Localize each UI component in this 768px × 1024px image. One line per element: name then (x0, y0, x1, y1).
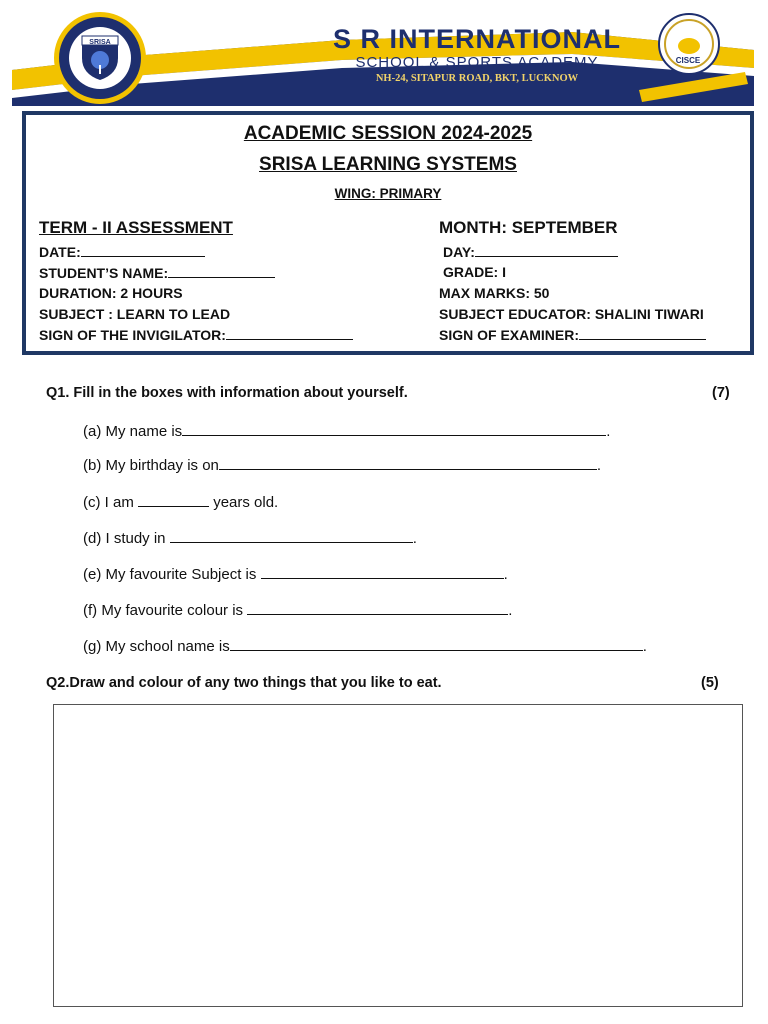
q1-marks: (7) (712, 385, 730, 401)
q1-item-e-label: (e) My favourite Subject is (83, 566, 257, 583)
q1-item-a-end: . (606, 423, 611, 440)
q1-item-c-end: years old. (213, 494, 279, 511)
educator-label: SUBJECT EDUCATOR: SHALINI TIWARI (439, 306, 704, 322)
q1-item-g-label: (g) My school name is (83, 638, 230, 655)
q1-item-d-blank[interactable] (170, 529, 413, 543)
school-banner (12, 10, 754, 106)
logo-left-text: SRISA (89, 39, 111, 46)
q1-item-c-blank[interactable] (138, 493, 209, 507)
q1-item-d-end: . (412, 530, 417, 547)
q1-item-a (83, 422, 610, 440)
month-label: MONTH: SEPTEMBER (439, 218, 618, 237)
student-name-field (39, 264, 275, 281)
exam-header-box (22, 111, 754, 355)
date-field (39, 243, 205, 260)
day-label: DAY: (443, 244, 475, 260)
q1-item-a-blank[interactable] (182, 422, 606, 436)
term-label: TERM - II ASSESSMENT (39, 218, 233, 237)
q2-marks: (5) (701, 675, 719, 691)
q1-item-g-end: . (642, 638, 647, 655)
q1-item-e-blank[interactable] (261, 565, 504, 579)
q1-title: Q1. Fill in the boxes with information about yourself. (46, 385, 408, 401)
examiner-sign-label: SIGN OF EXAMINER: (439, 327, 580, 343)
cisce-logo-label: CISCE (675, 56, 701, 65)
q1-item-g-blank[interactable] (230, 637, 643, 651)
q1-item-b-end: . (596, 457, 602, 474)
drawing-area[interactable] (53, 704, 743, 1007)
q1-item-e-end: . (503, 566, 508, 583)
q1-item-f-end: . (508, 602, 513, 619)
duration-label: DURATION: 2 HOURS (39, 285, 183, 301)
school-name: S R INTERNATIONAL (333, 24, 621, 54)
q1-item-d (83, 529, 417, 547)
student-name-label: STUDENT’S NAME: (39, 265, 169, 281)
q1-item-a-label: (a) My name is (83, 423, 183, 440)
student-name-blank[interactable] (168, 264, 275, 278)
q1-item-f-blank[interactable] (247, 601, 508, 615)
invigilator-sign-label: SIGN OF THE INVIGILATOR: (39, 327, 226, 343)
school-subtitle: SCHOOL & SPORTS ACADEMY (355, 54, 599, 71)
academic-session: ACADEMIC SESSION 2024-2025 (243, 123, 533, 144)
q1-item-b-blank[interactable] (219, 456, 597, 470)
school-address: NH-24, SITAPUR ROAD, BKT, LUCKNOW (375, 73, 579, 84)
q2-title: Q2.Draw and colour of any two things that you like to eat. (46, 675, 442, 691)
q1-item-e (83, 565, 508, 583)
day-blank[interactable] (475, 243, 618, 257)
q1-item-c-label: (c) I am (83, 494, 134, 511)
invigilator-sign-blank[interactable] (226, 326, 353, 340)
learning-system-title: SRISA LEARNING SYSTEMS (259, 154, 517, 175)
q1-item-b (83, 456, 601, 474)
q1-item-d-label: (d) I study in (83, 530, 166, 547)
examiner-sign-field (439, 326, 706, 343)
subject-label: SUBJECT : LEARN TO LEAD (39, 306, 231, 322)
date-blank[interactable] (81, 243, 205, 257)
day-field (443, 243, 618, 260)
q1-item-g (83, 637, 647, 655)
examiner-sign-blank[interactable] (579, 326, 706, 340)
invigilator-sign-field (39, 326, 353, 343)
q1-item-f (83, 601, 512, 619)
date-label: DATE: (39, 244, 81, 260)
wing-label: WING: PRIMARY (334, 186, 442, 201)
q1-item-b-label: (b) My birthday is on (83, 457, 219, 474)
q1-item-f-label: (f) My favourite colour is (83, 602, 244, 619)
max-marks-label: MAX MARKS: 50 (439, 285, 550, 301)
srisa-logo-icon (30, 10, 170, 106)
grade-label: GRADE: I (443, 264, 506, 280)
q1-item-c (83, 493, 278, 511)
